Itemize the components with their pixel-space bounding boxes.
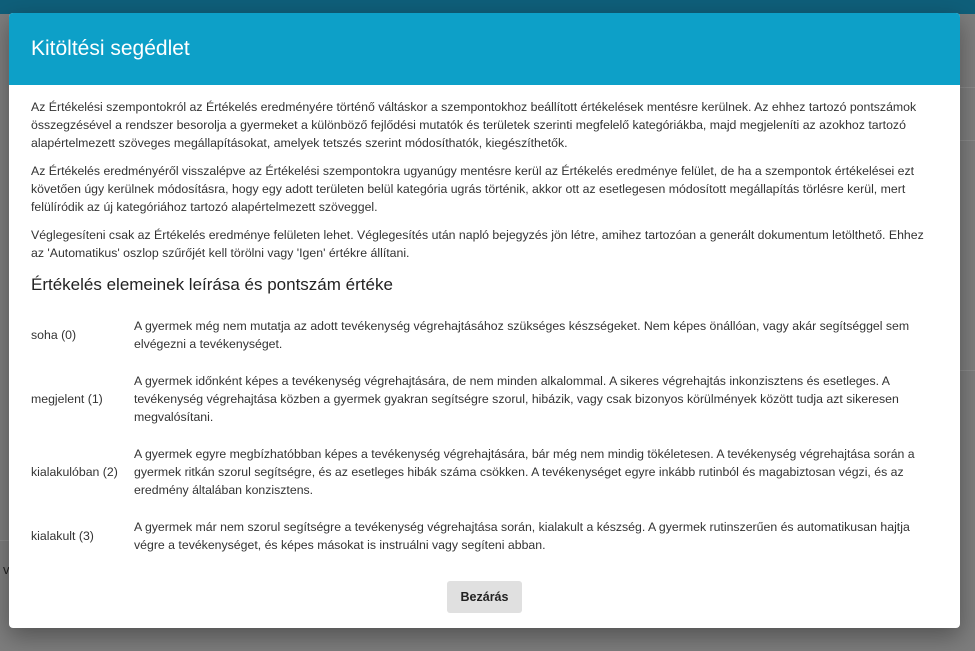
- level-description: A gyermek már nem szorul segítségre a tevékenység végrehajtása során, kialakult a készség. A gyermek rutinszerűen és automatikusan hajtja végre a tevékenységet, és képes másokat is instruálni vagy segíteni abban.: [134, 520, 910, 552]
- background-divider: [960, 140, 975, 141]
- intro-paragraph: Véglegesíteni csak az Értékelés eredménye felületen lehet. Véglegesítés után napló bejegyzés jön létre, amihez tartozóan a generált dokumentum letölthető. Ehhez az 'Automatikus' oszlop szűrőjét kell törölni vagy 'Igen' értékre állítani.: [31, 228, 924, 260]
- intro-paragraph: Az Értékelés eredményéről visszalépve az Értékelési szempontokra ugyanúgy mentésre kerül az Értékelés eredménye felület, de ha a szempontok értékelései ezt követően úgy kerülnek módosításra, hogy egy adott területen belül kategória ugrás történik, akkor ott az esetlegesen módosított megállapítás törlésre kerül, mert felülíródik az új kategóriához tartozó alapértelmezett szöveggel.: [31, 164, 915, 214]
- level-row: [31, 365, 938, 438]
- level-description: A gyermek egyre megbízhatóbban képes a tevékenység végrehajtására, bár még nem mindig tökéletesen. A tevékenység végrehajtása során a gyermek ritkán szorul segítségre, és az esetleges hibák száma csökken. A tevékenységet egyre inkább rutinból és magabiztosan végzi, és az eredmény általában konzisztens.: [134, 447, 915, 497]
- app-header-bar: [0, 0, 975, 14]
- close-button[interactable]: Bezárás: [447, 581, 522, 613]
- background-divider: [960, 370, 975, 371]
- dialog-body: [9, 85, 960, 566]
- intro-paragraph: Az Értékelési szempontokról az Értékelés eredményére történő váltáskor a szempontokhoz beállított értékelések mentésre kerülnek. Az ehhez tartozó pontszámok összegzésével a rendszer besorolja a gyermeket a különböző fejlődési mutatók és területek szerinti megfelelő kategóriákba, majd megjeleníti az azokhoz tartozó alapértelmezett szöveges megállapításokat, amelyek tetszés szerint módosíthatók, kiegészíthetők.: [31, 100, 917, 150]
- section-title: Értékelés elemeinek leírása és pontszám értéke: [31, 275, 393, 294]
- background-divider: [960, 87, 975, 88]
- level-row: [31, 438, 938, 511]
- level-row: [31, 310, 938, 365]
- level-name: kialakulóban (2): [31, 465, 118, 479]
- level-row: [31, 511, 938, 566]
- background-text: v: [3, 562, 10, 577]
- dialog-header: [9, 13, 960, 85]
- level-description: A gyermek még nem mutatja az adott tevékenység végrehajtásához szükséges készségeket. Nem képes önállóan, vagy akár segítséggel sem elvégezni a tevékenységet.: [134, 319, 910, 351]
- dialog-title: Kitöltési segédlet: [31, 37, 190, 60]
- levels-table: [31, 310, 938, 566]
- dialog-footer: [9, 581, 960, 613]
- help-dialog: [9, 13, 960, 628]
- background-divider: [0, 540, 9, 541]
- level-name: megjelent (1): [31, 392, 103, 406]
- level-description: A gyermek időnként képes a tevékenység végrehajtására, de nem minden alkalommal. A sikeres végrehajtás inkonzisztens és esetleges. A tevékenység végrehajtása közben a gyermek gyakran segítségre szorul, hibázik, vagy csak bizonyos körülmények között tudja azt sikeresen megvalósítani.: [134, 374, 899, 424]
- level-name: kialakult (3): [31, 529, 94, 543]
- level-name: soha (0): [31, 328, 77, 342]
